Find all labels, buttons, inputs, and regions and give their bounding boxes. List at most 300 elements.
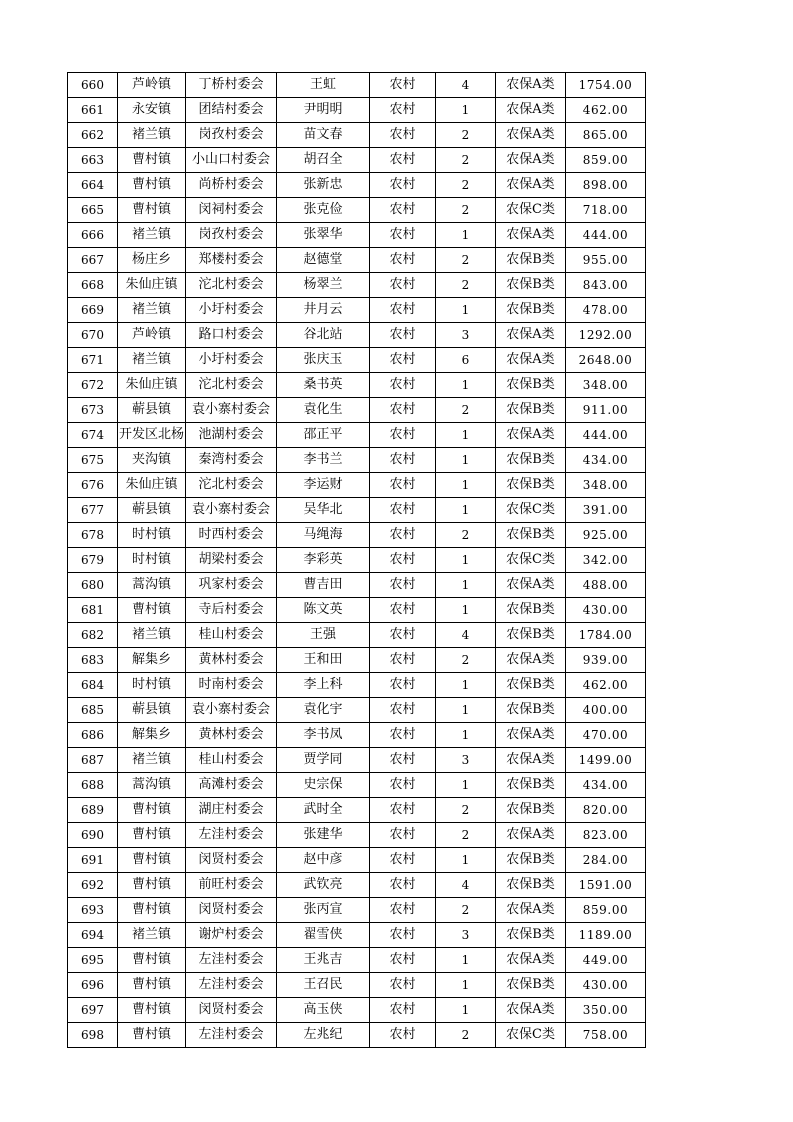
row-number-cell: 661 bbox=[68, 98, 118, 123]
insurance-class-cell: 农保B类 bbox=[496, 773, 566, 798]
insurance-class-cell: 农保B类 bbox=[496, 448, 566, 473]
town-cell: 褚兰镇 bbox=[118, 923, 186, 948]
town-cell: 曹村镇 bbox=[118, 148, 186, 173]
name-cell: 张建华 bbox=[277, 823, 370, 848]
amount-cell: 470.00 bbox=[566, 723, 646, 748]
row-number-cell: 684 bbox=[68, 673, 118, 698]
member-count-cell: 1 bbox=[436, 423, 496, 448]
household-type-cell: 农村 bbox=[370, 373, 436, 398]
insurance-class-cell: 农保B类 bbox=[496, 248, 566, 273]
household-type-cell: 农村 bbox=[370, 423, 436, 448]
town-cell: 蒿沟镇 bbox=[118, 573, 186, 598]
table-row bbox=[68, 398, 646, 423]
table-row bbox=[68, 573, 646, 598]
town-cell: 开发区北杨 bbox=[118, 423, 186, 448]
amount-cell: 2648.00 bbox=[566, 348, 646, 373]
row-number-cell: 674 bbox=[68, 423, 118, 448]
amount-cell: 758.00 bbox=[566, 1023, 646, 1048]
amount-cell: 430.00 bbox=[566, 973, 646, 998]
town-cell: 时村镇 bbox=[118, 523, 186, 548]
member-count-cell: 2 bbox=[436, 798, 496, 823]
village-committee-cell: 尚桥村委会 bbox=[186, 173, 277, 198]
village-committee-cell: 湖庄村委会 bbox=[186, 798, 277, 823]
name-cell: 谷北站 bbox=[277, 323, 370, 348]
village-committee-cell: 袁小寨村委会 bbox=[186, 498, 277, 523]
row-number-cell: 670 bbox=[68, 323, 118, 348]
household-type-cell: 农村 bbox=[370, 398, 436, 423]
household-type-cell: 农村 bbox=[370, 698, 436, 723]
table-row bbox=[68, 998, 646, 1023]
member-count-cell: 1 bbox=[436, 773, 496, 798]
town-cell: 蕲县镇 bbox=[118, 698, 186, 723]
name-cell: 杨翠兰 bbox=[277, 273, 370, 298]
town-cell: 褚兰镇 bbox=[118, 123, 186, 148]
household-type-cell: 农村 bbox=[370, 498, 436, 523]
amount-cell: 430.00 bbox=[566, 598, 646, 623]
table-row bbox=[68, 773, 646, 798]
row-number-cell: 668 bbox=[68, 273, 118, 298]
row-number-cell: 681 bbox=[68, 598, 118, 623]
table-row bbox=[68, 423, 646, 448]
name-cell: 袁化生 bbox=[277, 398, 370, 423]
row-number-cell: 662 bbox=[68, 123, 118, 148]
member-count-cell: 2 bbox=[436, 398, 496, 423]
insurance-class-cell: 农保A类 bbox=[496, 73, 566, 98]
amount-cell: 925.00 bbox=[566, 523, 646, 548]
table-row bbox=[68, 473, 646, 498]
town-cell: 曹村镇 bbox=[118, 198, 186, 223]
table-row bbox=[68, 623, 646, 648]
insurance-class-cell: 农保B类 bbox=[496, 623, 566, 648]
village-committee-cell: 沱北村委会 bbox=[186, 473, 277, 498]
table-row bbox=[68, 198, 646, 223]
row-number-cell: 693 bbox=[68, 898, 118, 923]
amount-cell: 1591.00 bbox=[566, 873, 646, 898]
amount-cell: 843.00 bbox=[566, 273, 646, 298]
table-row bbox=[68, 848, 646, 873]
town-cell: 褚兰镇 bbox=[118, 298, 186, 323]
row-number-cell: 697 bbox=[68, 998, 118, 1023]
town-cell: 时村镇 bbox=[118, 548, 186, 573]
household-type-cell: 农村 bbox=[370, 448, 436, 473]
row-number-cell: 679 bbox=[68, 548, 118, 573]
amount-cell: 488.00 bbox=[566, 573, 646, 598]
town-cell: 曹村镇 bbox=[118, 948, 186, 973]
household-type-cell: 农村 bbox=[370, 298, 436, 323]
village-committee-cell: 谢炉村委会 bbox=[186, 923, 277, 948]
member-count-cell: 1 bbox=[436, 373, 496, 398]
household-type-cell: 农村 bbox=[370, 898, 436, 923]
village-committee-cell: 小圩村委会 bbox=[186, 348, 277, 373]
member-count-cell: 1 bbox=[436, 448, 496, 473]
member-count-cell: 1 bbox=[436, 298, 496, 323]
insurance-class-cell: 农保A类 bbox=[496, 748, 566, 773]
name-cell: 李彩英 bbox=[277, 548, 370, 573]
insurance-class-cell: 农保B类 bbox=[496, 473, 566, 498]
member-count-cell: 1 bbox=[436, 548, 496, 573]
member-count-cell: 1 bbox=[436, 573, 496, 598]
village-committee-cell: 巩家村委会 bbox=[186, 573, 277, 598]
insurance-class-cell: 农保B类 bbox=[496, 698, 566, 723]
row-number-cell: 663 bbox=[68, 148, 118, 173]
insurance-class-cell: 农保B类 bbox=[496, 673, 566, 698]
member-count-cell: 6 bbox=[436, 348, 496, 373]
town-cell: 夹沟镇 bbox=[118, 448, 186, 473]
table-row bbox=[68, 323, 646, 348]
town-cell: 曹村镇 bbox=[118, 998, 186, 1023]
household-type-cell: 农村 bbox=[370, 623, 436, 648]
amount-cell: 444.00 bbox=[566, 223, 646, 248]
row-number-cell: 696 bbox=[68, 973, 118, 998]
household-type-cell: 农村 bbox=[370, 723, 436, 748]
table-row bbox=[68, 348, 646, 373]
row-number-cell: 680 bbox=[68, 573, 118, 598]
insurance-class-cell: 农保C类 bbox=[496, 548, 566, 573]
table-row bbox=[68, 948, 646, 973]
row-number-cell: 687 bbox=[68, 748, 118, 773]
amount-cell: 434.00 bbox=[566, 448, 646, 473]
name-cell: 张丙宣 bbox=[277, 898, 370, 923]
village-committee-cell: 沱北村委会 bbox=[186, 373, 277, 398]
village-committee-cell: 袁小寨村委会 bbox=[186, 698, 277, 723]
town-cell: 芦岭镇 bbox=[118, 323, 186, 348]
town-cell: 曹村镇 bbox=[118, 598, 186, 623]
amount-cell: 1189.00 bbox=[566, 923, 646, 948]
household-type-cell: 农村 bbox=[370, 173, 436, 198]
member-count-cell: 2 bbox=[436, 898, 496, 923]
amount-cell: 478.00 bbox=[566, 298, 646, 323]
village-committee-cell: 沱北村委会 bbox=[186, 273, 277, 298]
household-type-cell: 农村 bbox=[370, 848, 436, 873]
amount-cell: 462.00 bbox=[566, 98, 646, 123]
village-committee-cell: 袁小寨村委会 bbox=[186, 398, 277, 423]
table-row bbox=[68, 898, 646, 923]
insurance-class-cell: 农保B类 bbox=[496, 873, 566, 898]
amount-cell: 342.00 bbox=[566, 548, 646, 573]
table-row bbox=[68, 523, 646, 548]
household-type-cell: 农村 bbox=[370, 648, 436, 673]
amount-cell: 939.00 bbox=[566, 648, 646, 673]
insurance-class-cell: 农保B类 bbox=[496, 923, 566, 948]
household-type-cell: 农村 bbox=[370, 198, 436, 223]
table-row bbox=[68, 723, 646, 748]
insurance-class-cell: 农保C类 bbox=[496, 1023, 566, 1048]
name-cell: 王召民 bbox=[277, 973, 370, 998]
member-count-cell: 4 bbox=[436, 873, 496, 898]
name-cell: 张翠华 bbox=[277, 223, 370, 248]
table-row bbox=[68, 98, 646, 123]
town-cell: 曹村镇 bbox=[118, 823, 186, 848]
row-number-cell: 695 bbox=[68, 948, 118, 973]
table-row bbox=[68, 648, 646, 673]
amount-cell: 955.00 bbox=[566, 248, 646, 273]
household-type-cell: 农村 bbox=[370, 148, 436, 173]
amount-cell: 400.00 bbox=[566, 698, 646, 723]
row-number-cell: 678 bbox=[68, 523, 118, 548]
row-number-cell: 675 bbox=[68, 448, 118, 473]
household-type-cell: 农村 bbox=[370, 573, 436, 598]
row-number-cell: 690 bbox=[68, 823, 118, 848]
village-committee-cell: 岗孜村委会 bbox=[186, 123, 277, 148]
village-committee-cell: 闵贤村委会 bbox=[186, 998, 277, 1023]
town-cell: 时村镇 bbox=[118, 673, 186, 698]
amount-cell: 859.00 bbox=[566, 148, 646, 173]
village-committee-cell: 寺后村委会 bbox=[186, 598, 277, 623]
insurance-class-cell: 农保A类 bbox=[496, 948, 566, 973]
table-row bbox=[68, 923, 646, 948]
row-number-cell: 664 bbox=[68, 173, 118, 198]
table-row bbox=[68, 873, 646, 898]
row-number-cell: 694 bbox=[68, 923, 118, 948]
town-cell: 杨庄乡 bbox=[118, 248, 186, 273]
insurance-class-cell: 农保A类 bbox=[496, 823, 566, 848]
amount-cell: 1754.00 bbox=[566, 73, 646, 98]
member-count-cell: 1 bbox=[436, 723, 496, 748]
town-cell: 蕲县镇 bbox=[118, 498, 186, 523]
name-cell: 李书兰 bbox=[277, 448, 370, 473]
row-number-cell: 698 bbox=[68, 1023, 118, 1048]
insurance-class-cell: 农保A类 bbox=[496, 648, 566, 673]
name-cell: 李书凤 bbox=[277, 723, 370, 748]
member-count-cell: 3 bbox=[436, 748, 496, 773]
table-row bbox=[68, 698, 646, 723]
member-count-cell: 4 bbox=[436, 623, 496, 648]
member-count-cell: 1 bbox=[436, 848, 496, 873]
village-committee-cell: 胡梁村委会 bbox=[186, 548, 277, 573]
table-row bbox=[68, 298, 646, 323]
name-cell: 王强 bbox=[277, 623, 370, 648]
row-number-cell: 665 bbox=[68, 198, 118, 223]
member-count-cell: 3 bbox=[436, 323, 496, 348]
insurance-class-cell: 农保A类 bbox=[496, 323, 566, 348]
household-type-cell: 农村 bbox=[370, 998, 436, 1023]
amount-cell: 718.00 bbox=[566, 198, 646, 223]
household-type-cell: 农村 bbox=[370, 73, 436, 98]
amount-cell: 462.00 bbox=[566, 673, 646, 698]
town-cell: 解集乡 bbox=[118, 648, 186, 673]
name-cell: 井月云 bbox=[277, 298, 370, 323]
member-count-cell: 2 bbox=[436, 1023, 496, 1048]
row-number-cell: 683 bbox=[68, 648, 118, 673]
name-cell: 尹明明 bbox=[277, 98, 370, 123]
household-type-cell: 农村 bbox=[370, 248, 436, 273]
town-cell: 蒿沟镇 bbox=[118, 773, 186, 798]
insurance-class-cell: 农保A类 bbox=[496, 123, 566, 148]
town-cell: 褚兰镇 bbox=[118, 223, 186, 248]
amount-cell: 820.00 bbox=[566, 798, 646, 823]
village-committee-cell: 前旺村委会 bbox=[186, 873, 277, 898]
insurance-class-cell: 农保B类 bbox=[496, 298, 566, 323]
row-number-cell: 673 bbox=[68, 398, 118, 423]
village-committee-cell: 闵贤村委会 bbox=[186, 848, 277, 873]
town-cell: 曹村镇 bbox=[118, 873, 186, 898]
row-number-cell: 689 bbox=[68, 798, 118, 823]
village-committee-cell: 路口村委会 bbox=[186, 323, 277, 348]
village-committee-cell: 左洼村委会 bbox=[186, 823, 277, 848]
name-cell: 左兆纪 bbox=[277, 1023, 370, 1048]
household-type-cell: 农村 bbox=[370, 923, 436, 948]
member-count-cell: 1 bbox=[436, 473, 496, 498]
amount-cell: 898.00 bbox=[566, 173, 646, 198]
village-committee-cell: 左洼村委会 bbox=[186, 948, 277, 973]
insurance-class-cell: 农保B类 bbox=[496, 598, 566, 623]
name-cell: 马绳海 bbox=[277, 523, 370, 548]
member-count-cell: 2 bbox=[436, 148, 496, 173]
member-count-cell: 1 bbox=[436, 598, 496, 623]
amount-cell: 859.00 bbox=[566, 898, 646, 923]
table-row bbox=[68, 823, 646, 848]
member-count-cell: 1 bbox=[436, 498, 496, 523]
amount-cell: 348.00 bbox=[566, 473, 646, 498]
member-count-cell: 1 bbox=[436, 948, 496, 973]
insurance-class-cell: 农保B类 bbox=[496, 398, 566, 423]
name-cell: 翟雪侠 bbox=[277, 923, 370, 948]
name-cell: 王虹 bbox=[277, 73, 370, 98]
name-cell: 赵德堂 bbox=[277, 248, 370, 273]
household-type-cell: 农村 bbox=[370, 948, 436, 973]
insurance-class-cell: 农保C类 bbox=[496, 498, 566, 523]
amount-cell: 1499.00 bbox=[566, 748, 646, 773]
household-type-cell: 农村 bbox=[370, 673, 436, 698]
insurance-class-cell: 农保A类 bbox=[496, 898, 566, 923]
name-cell: 吴华北 bbox=[277, 498, 370, 523]
name-cell: 王和田 bbox=[277, 648, 370, 673]
household-type-cell: 农村 bbox=[370, 1023, 436, 1048]
member-count-cell: 1 bbox=[436, 998, 496, 1023]
town-cell: 曹村镇 bbox=[118, 1023, 186, 1048]
member-count-cell: 2 bbox=[436, 248, 496, 273]
household-type-cell: 农村 bbox=[370, 273, 436, 298]
village-committee-cell: 左洼村委会 bbox=[186, 973, 277, 998]
name-cell: 张克俭 bbox=[277, 198, 370, 223]
name-cell: 高玉侠 bbox=[277, 998, 370, 1023]
amount-cell: 350.00 bbox=[566, 998, 646, 1023]
table-row bbox=[68, 548, 646, 573]
village-committee-cell: 黄林村委会 bbox=[186, 648, 277, 673]
village-committee-cell: 闵祠村委会 bbox=[186, 198, 277, 223]
member-count-cell: 1 bbox=[436, 698, 496, 723]
village-committee-cell: 时西村委会 bbox=[186, 523, 277, 548]
table-row bbox=[68, 273, 646, 298]
row-number-cell: 677 bbox=[68, 498, 118, 523]
name-cell: 史宗保 bbox=[277, 773, 370, 798]
member-count-cell: 2 bbox=[436, 173, 496, 198]
insurance-class-cell: 农保B类 bbox=[496, 273, 566, 298]
amount-cell: 449.00 bbox=[566, 948, 646, 973]
table-row bbox=[68, 373, 646, 398]
member-count-cell: 2 bbox=[436, 123, 496, 148]
member-count-cell: 1 bbox=[436, 98, 496, 123]
village-committee-cell: 高滩村委会 bbox=[186, 773, 277, 798]
insurance-class-cell: 农保A类 bbox=[496, 998, 566, 1023]
table-row bbox=[68, 73, 646, 98]
table-row bbox=[68, 498, 646, 523]
member-count-cell: 2 bbox=[436, 523, 496, 548]
insurance-class-cell: 农保A类 bbox=[496, 573, 566, 598]
name-cell: 桑书英 bbox=[277, 373, 370, 398]
amount-cell: 391.00 bbox=[566, 498, 646, 523]
name-cell: 李上科 bbox=[277, 673, 370, 698]
table-row bbox=[68, 223, 646, 248]
member-count-cell: 2 bbox=[436, 823, 496, 848]
row-number-cell: 667 bbox=[68, 248, 118, 273]
member-count-cell: 1 bbox=[436, 973, 496, 998]
member-count-cell: 1 bbox=[436, 223, 496, 248]
name-cell: 赵中彦 bbox=[277, 848, 370, 873]
village-committee-cell: 黄林村委会 bbox=[186, 723, 277, 748]
town-cell: 褚兰镇 bbox=[118, 348, 186, 373]
name-cell: 李运财 bbox=[277, 473, 370, 498]
insurance-class-cell: 农保A类 bbox=[496, 723, 566, 748]
insurance-class-cell: 农保B类 bbox=[496, 848, 566, 873]
row-number-cell: 676 bbox=[68, 473, 118, 498]
town-cell: 朱仙庄镇 bbox=[118, 273, 186, 298]
village-committee-cell: 秦湾村委会 bbox=[186, 448, 277, 473]
row-number-cell: 685 bbox=[68, 698, 118, 723]
village-committee-cell: 池湖村委会 bbox=[186, 423, 277, 448]
household-type-cell: 农村 bbox=[370, 348, 436, 373]
table-body bbox=[68, 73, 646, 1048]
household-type-cell: 农村 bbox=[370, 98, 436, 123]
village-committee-cell: 岗孜村委会 bbox=[186, 223, 277, 248]
amount-cell: 1784.00 bbox=[566, 623, 646, 648]
row-number-cell: 669 bbox=[68, 298, 118, 323]
insurance-class-cell: 农保A类 bbox=[496, 223, 566, 248]
amount-cell: 865.00 bbox=[566, 123, 646, 148]
town-cell: 曹村镇 bbox=[118, 173, 186, 198]
town-cell: 曹村镇 bbox=[118, 898, 186, 923]
row-number-cell: 688 bbox=[68, 773, 118, 798]
table-row bbox=[68, 173, 646, 198]
name-cell: 武钦亮 bbox=[277, 873, 370, 898]
table-row bbox=[68, 248, 646, 273]
name-cell: 邵正平 bbox=[277, 423, 370, 448]
household-type-cell: 农村 bbox=[370, 823, 436, 848]
amount-cell: 823.00 bbox=[566, 823, 646, 848]
household-type-cell: 农村 bbox=[370, 773, 436, 798]
name-cell: 张庆玉 bbox=[277, 348, 370, 373]
table-row bbox=[68, 148, 646, 173]
household-type-cell: 农村 bbox=[370, 223, 436, 248]
row-number-cell: 682 bbox=[68, 623, 118, 648]
row-number-cell: 671 bbox=[68, 348, 118, 373]
name-cell: 贾学同 bbox=[277, 748, 370, 773]
household-type-cell: 农村 bbox=[370, 123, 436, 148]
table-row bbox=[68, 748, 646, 773]
name-cell: 袁化宇 bbox=[277, 698, 370, 723]
table-row bbox=[68, 123, 646, 148]
name-cell: 陈文英 bbox=[277, 598, 370, 623]
town-cell: 芦岭镇 bbox=[118, 73, 186, 98]
village-committee-cell: 小山口村委会 bbox=[186, 148, 277, 173]
table-row bbox=[68, 1023, 646, 1048]
amount-cell: 284.00 bbox=[566, 848, 646, 873]
name-cell: 王兆吉 bbox=[277, 948, 370, 973]
village-committee-cell: 时南村委会 bbox=[186, 673, 277, 698]
household-type-cell: 农村 bbox=[370, 748, 436, 773]
town-cell: 朱仙庄镇 bbox=[118, 373, 186, 398]
row-number-cell: 660 bbox=[68, 73, 118, 98]
village-committee-cell: 闵贤村委会 bbox=[186, 898, 277, 923]
town-cell: 褚兰镇 bbox=[118, 623, 186, 648]
town-cell: 曹村镇 bbox=[118, 973, 186, 998]
amount-cell: 348.00 bbox=[566, 373, 646, 398]
amount-cell: 1292.00 bbox=[566, 323, 646, 348]
village-committee-cell: 团结村委会 bbox=[186, 98, 277, 123]
household-type-cell: 农村 bbox=[370, 873, 436, 898]
table-row bbox=[68, 973, 646, 998]
row-number-cell: 666 bbox=[68, 223, 118, 248]
